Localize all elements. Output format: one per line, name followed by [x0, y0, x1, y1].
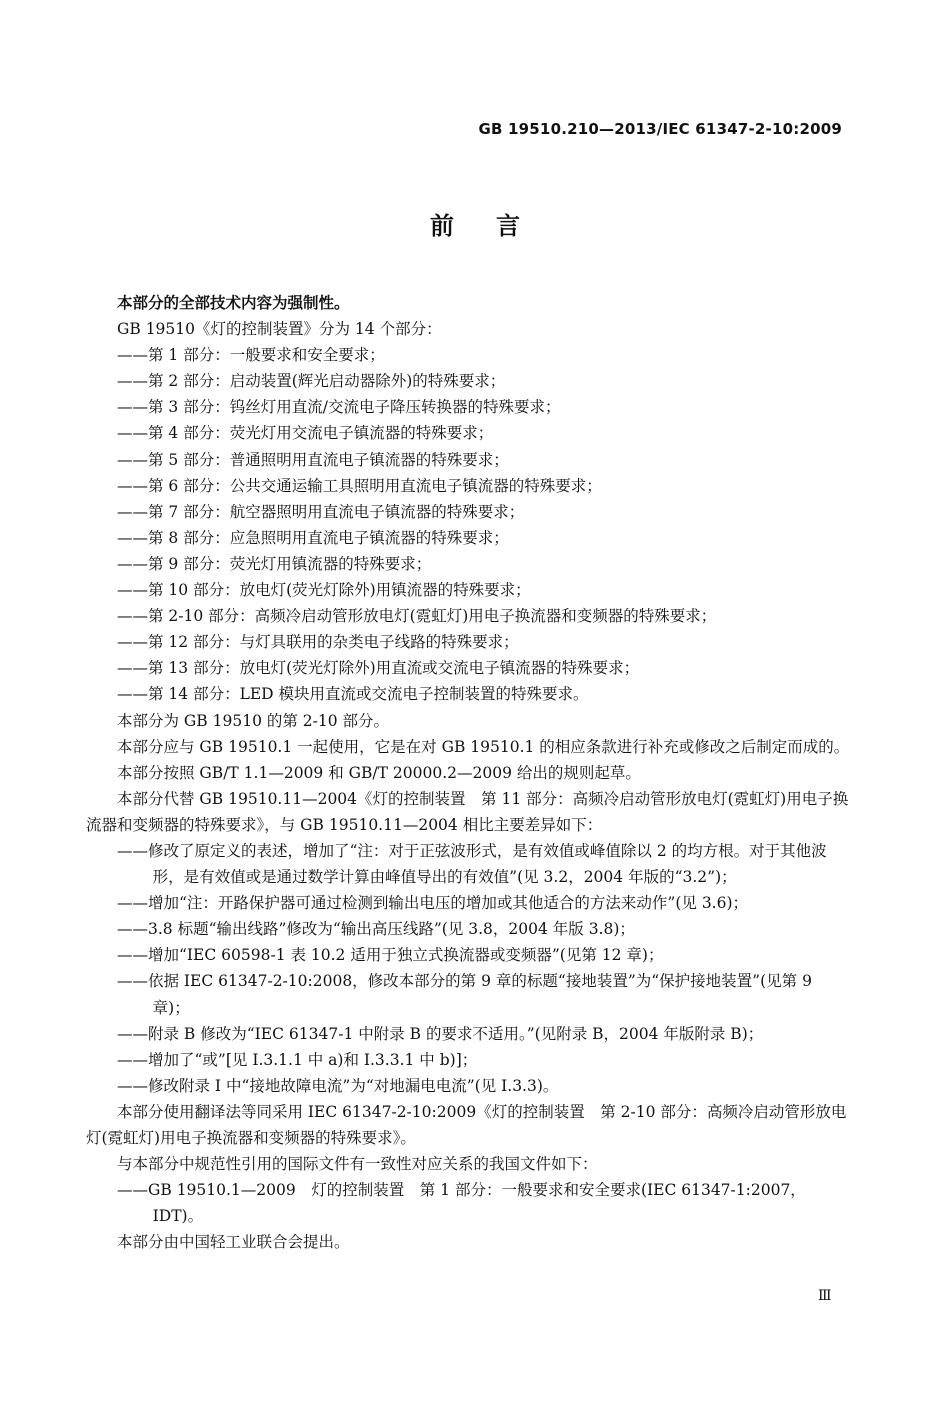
change-item: ——3.8 标题“输出线路”修改为“输出高压线路”(见 3.8，2004 年版 3.8)；	[117, 920, 635, 939]
part-item: ——第 8 部分：应急照明用直流电子镇流器的特殊要求；	[117, 528, 509, 547]
part-item: ——第 13 部分：放电灯(荧光灯除外)用直流或交流电子镇流器的特殊要求；	[117, 659, 640, 678]
change-item: ——增加“注：开路保护器可通过检测到输出电压的增加或其他适合的方法来动作”(见 3.6)；	[117, 894, 749, 913]
page-title: 前言	[430, 212, 562, 240]
part-item: ——第 10 部分：放电灯(荧光灯除外)用镇流器的特殊要求；	[117, 581, 531, 600]
part-item: ——第 3 部分：钨丝灯用直流/交流电子降压转换器的特殊要求；	[117, 398, 561, 417]
part-item: ——第 5 部分：普通照明用直流电子镇流器的特殊要求；	[117, 450, 509, 469]
parts-list	[86, 342, 852, 707]
references-intro: 与本部分中规范性引用的国际文件有一致性对应关系的我国文件如下：	[117, 1155, 598, 1174]
change-item: ——依据 IEC 61347-2-10:2008，修改本部分的第 9 章的标题“接地装置”为“保护接地装置”(见第 9 章)；	[117, 972, 812, 1017]
page-number: Ⅲ	[818, 1288, 832, 1304]
part-item: ——第 4 部分：荧光灯用交流电子镇流器的特殊要求；	[117, 424, 494, 443]
part-item: ——第 6 部分：公共交通运输工具照明用直流电子镇流器的特殊要求；	[117, 476, 602, 495]
part-item: ——第 2 部分：启动装置(辉光启动器除外)的特殊要求；	[117, 372, 506, 391]
document-body	[86, 290, 852, 1255]
parts-intro: GB 19510《灯的控制装置》分为 14 个部分：	[117, 320, 442, 339]
part-item: ——第 2-10 部分：高频冷启动管形放电灯(霓虹灯)用电子换流器和变频器的特殊要求；	[117, 607, 717, 626]
change-item: ——增加了“或”[见 I.3.1.1 中 a)和 I.3.3.1 中 b)]；	[117, 1050, 478, 1069]
part-item: ——第 1 部分：一般要求和安全要求；	[117, 346, 385, 365]
drafting-rules: 本部分按照 GB/T 1.1—2009 和 GB/T 20000.2—2009 给出的规则起草。	[117, 763, 641, 782]
part-item: ——第 7 部分：航空器照明用直流电子镇流器的特殊要求；	[117, 502, 525, 521]
change-item: ——修改了原定义的表述，增加了“注：对于正弦波形式，是有效值或峰值除以 2 的均方根。对于其他波形，是有效值或是通过数学计算由峰值导出的有效值”(见 3.2，2004 年版的“3.2”)；	[117, 841, 827, 887]
references-list	[86, 1177, 852, 1229]
change-item: ——修改附录 I 中“接地故障电流”为“对地漏电电流”(见 I.3.3)。	[117, 1076, 559, 1095]
standard-code-header: GB 19510.210—2013/IEC 61347-2-10:2009	[478, 120, 842, 138]
part-item: ——第 14 部分：LED 模块用直流或交流电子控制装置的特殊要求。	[117, 685, 589, 704]
change-item: ——增加“IEC 60598-1 表 10.2 适用于独立式换流器或变频器”(见第 12 章)；	[117, 946, 664, 965]
change-item: ——附录 B 修改为“IEC 61347-1 中附录 B 的要求不适用。”(见附录 B，2004 年版附录 B)；	[117, 1024, 764, 1043]
replacement-statement: 本部分代替 GB 19510.11—2004《灯的控制装置 第 11 部分：高频冷启动管形放电灯(霓虹灯)用电子换流器和变频器的特殊要求》，与 GB 19510.11—2004 相比主要差异如下：	[86, 789, 849, 834]
adoption-statement: 本部分使用翻译法等同采用 IEC 61347-2-10:2009《灯的控制装置 第 2-10 部分：高频冷启动管形放电灯(霓虹灯)用电子换流器和变频器的特殊要求》。	[86, 1102, 847, 1147]
part-item: ——第 12 部分：与灯具联用的杂类电子线路的特殊要求；	[117, 633, 519, 652]
mandatory-statement: 本部分的全部技术内容为强制性。	[117, 294, 350, 312]
proposer-statement: 本部分由中国轻工业联合会提出。	[117, 1233, 350, 1252]
usage-statement: 本部分应与 GB 19510.1 一起使用，它是在对 GB 19510.1 的相应条款进行补充或修改之后制定而成的。	[117, 737, 850, 756]
part-item: ——第 9 部分：荧光灯用镇流器的特殊要求；	[117, 554, 432, 573]
changes-list	[86, 838, 852, 1099]
part-statement: 本部分为 GB 19510 的第 2-10 部分。	[117, 711, 390, 730]
reference-item: ——GB 19510.1—2009 灯的控制装置 第 1 部分：一般要求和安全要求(IEC 61347-1:2007，IDT)。	[117, 1181, 806, 1226]
